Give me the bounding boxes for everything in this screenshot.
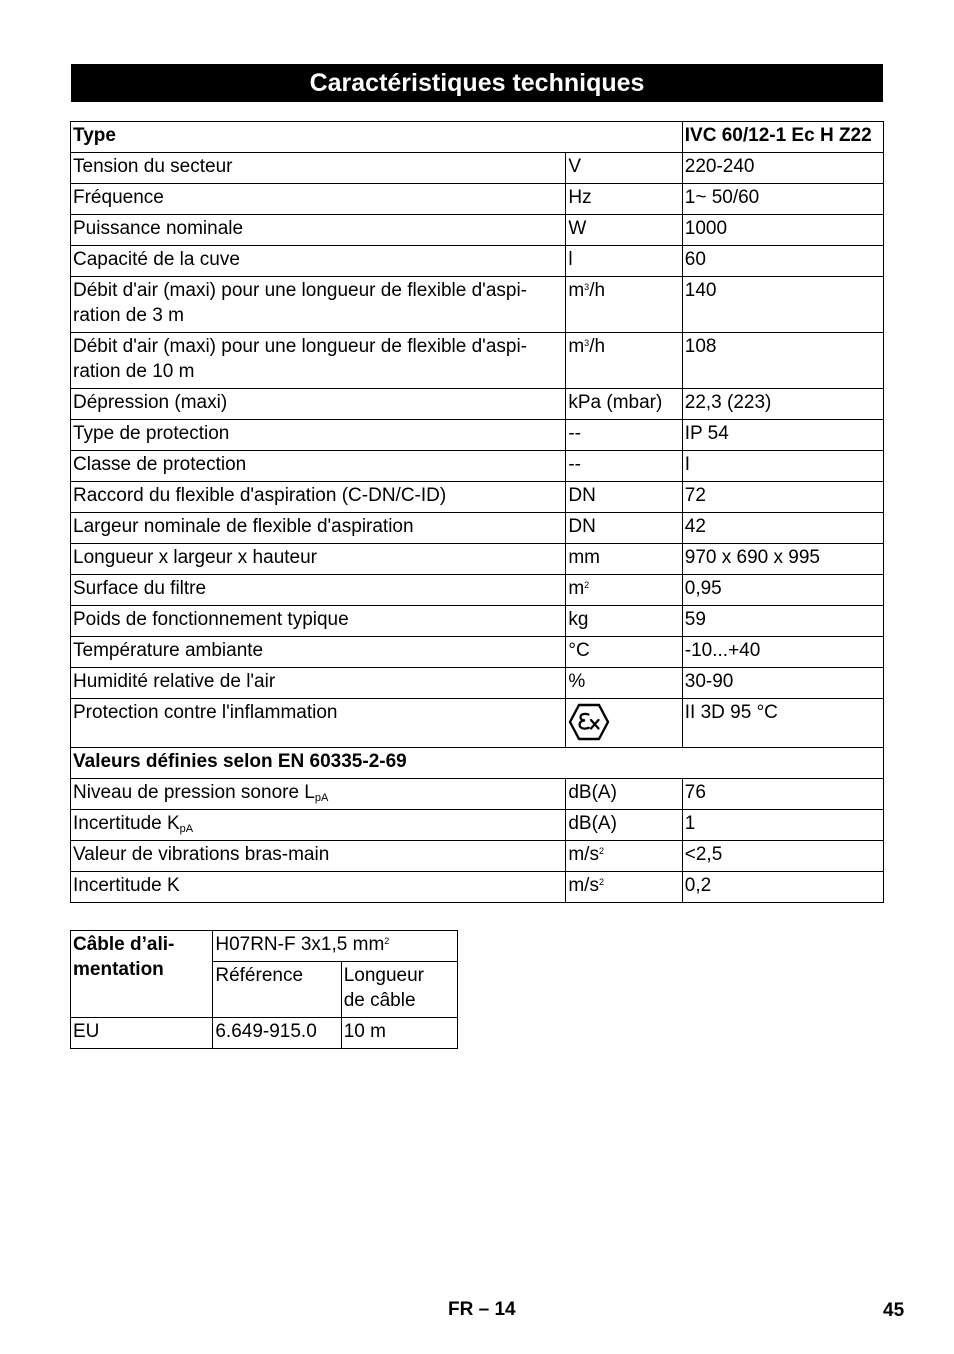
header-model: IVC 60/12-1 Ec H Z22 bbox=[682, 122, 883, 153]
row-label: Température ambiante bbox=[71, 637, 566, 668]
row-value: 1~ 50/60 bbox=[682, 184, 883, 215]
row-label: Incertitude K bbox=[71, 872, 566, 903]
row-label: Puissance nominale bbox=[71, 215, 566, 246]
row-value: 970 x 690 x 995 bbox=[682, 544, 883, 575]
row-label-line: Débit d'air (maxi) pour une longueur de flexible d'aspi- bbox=[73, 280, 527, 301]
footer-section: FR – 14 bbox=[448, 1299, 516, 1320]
table-row bbox=[71, 544, 884, 575]
row-value: <2,5 bbox=[682, 841, 883, 872]
ex-atex-icon bbox=[568, 703, 610, 741]
unit-base: m/s bbox=[568, 844, 599, 865]
cable-col-length-line: Longueur bbox=[343, 965, 424, 986]
table-row bbox=[71, 153, 884, 184]
page-title bbox=[71, 64, 883, 102]
cable-table bbox=[70, 930, 458, 1049]
row-unit: % bbox=[566, 668, 682, 699]
spec-table bbox=[70, 121, 884, 903]
cable-label-line: Câble d’ali- bbox=[73, 934, 175, 955]
label-base: Niveau de pression sonore L bbox=[73, 782, 315, 803]
cable-label-line: mentation bbox=[73, 959, 164, 980]
row-label-line: Débit d'air (maxi) pour une longueur de flexible d'aspi- bbox=[73, 336, 527, 357]
unit-sup: 2 bbox=[598, 846, 604, 856]
row-unit bbox=[566, 699, 682, 748]
cable-spec-sup: 2 bbox=[384, 936, 390, 946]
table-row bbox=[71, 513, 884, 544]
page-title-text: Caractéristiques techniques bbox=[309, 68, 645, 97]
row-unit: kPa (mbar) bbox=[566, 389, 682, 420]
row-label: Fréquence bbox=[71, 184, 566, 215]
row-value: 72 bbox=[682, 482, 883, 513]
row-unit bbox=[566, 841, 682, 872]
cable-length: 10 m bbox=[341, 1018, 457, 1049]
row-unit: -- bbox=[566, 420, 682, 451]
table-row bbox=[71, 389, 884, 420]
row-unit: DN bbox=[566, 513, 682, 544]
cable-spec-base: H07RN-F 3x1,5 mm bbox=[215, 934, 385, 955]
page-number: 45 bbox=[883, 1300, 905, 1321]
row-unit: Hz bbox=[566, 184, 682, 215]
unit-sup: 2 bbox=[598, 877, 604, 887]
row-value: II 3D 95 °C bbox=[682, 699, 883, 748]
row-value: 59 bbox=[682, 606, 883, 637]
row-value: 220-240 bbox=[682, 153, 883, 184]
row-label-line: ration de 10 m bbox=[73, 361, 195, 382]
row-unit: V bbox=[566, 153, 682, 184]
cable-region: EU bbox=[71, 1018, 213, 1049]
table-row bbox=[71, 748, 884, 779]
section-heading: Valeurs définies selon EN 60335-2-69 bbox=[71, 748, 884, 779]
row-value: 140 bbox=[682, 277, 883, 333]
row-unit: mm bbox=[566, 544, 682, 575]
row-value: IP 54 bbox=[682, 420, 883, 451]
table-row bbox=[71, 575, 884, 606]
table-row bbox=[71, 277, 884, 333]
table-row bbox=[71, 482, 884, 513]
row-value: I bbox=[682, 451, 883, 482]
unit-base: m bbox=[568, 336, 585, 357]
row-unit: dB(A) bbox=[566, 779, 682, 810]
cable-col-length bbox=[341, 962, 457, 1018]
table-row bbox=[71, 668, 884, 699]
row-label bbox=[71, 333, 566, 389]
table-row bbox=[71, 122, 884, 153]
unit-sup: 2 bbox=[584, 580, 590, 590]
row-label: Capacité de la cuve bbox=[71, 246, 566, 277]
table-row bbox=[71, 779, 884, 810]
row-unit bbox=[566, 277, 682, 333]
unit-base: m/s bbox=[568, 875, 599, 896]
row-unit bbox=[566, 575, 682, 606]
row-label: Dépression (maxi) bbox=[71, 389, 566, 420]
row-label: Poids de fonctionnement typique bbox=[71, 606, 566, 637]
header-type: Type bbox=[71, 122, 683, 153]
row-value: 76 bbox=[682, 779, 883, 810]
row-unit bbox=[566, 872, 682, 903]
table-row bbox=[71, 215, 884, 246]
row-label: Tension du secteur bbox=[71, 153, 566, 184]
row-value: 42 bbox=[682, 513, 883, 544]
label-sub: pA bbox=[314, 792, 329, 804]
cable-spec bbox=[213, 931, 458, 962]
row-label: Largeur nominale de flexible d'aspiration bbox=[71, 513, 566, 544]
row-label: Protection contre l'inflammation bbox=[71, 699, 566, 748]
label-sub: pA bbox=[179, 823, 194, 835]
table-row bbox=[71, 637, 884, 668]
row-unit: l bbox=[566, 246, 682, 277]
row-label: Type de protection bbox=[71, 420, 566, 451]
row-unit: °C bbox=[566, 637, 682, 668]
row-label: Humidité relative de l'air bbox=[71, 668, 566, 699]
unit-base: m bbox=[568, 578, 585, 599]
table-row bbox=[71, 606, 884, 637]
table-row bbox=[71, 420, 884, 451]
cable-col-ref: Référence bbox=[213, 962, 341, 1018]
table-row bbox=[71, 810, 884, 841]
row-label bbox=[71, 277, 566, 333]
cable-col-length-line: de câble bbox=[343, 990, 416, 1011]
row-unit: DN bbox=[566, 482, 682, 513]
table-row bbox=[71, 872, 884, 903]
table-row bbox=[71, 246, 884, 277]
row-unit bbox=[566, 333, 682, 389]
row-unit: W bbox=[566, 215, 682, 246]
row-unit: dB(A) bbox=[566, 810, 682, 841]
row-label-line: ration de 3 m bbox=[73, 305, 184, 326]
row-value: 60 bbox=[682, 246, 883, 277]
cable-label bbox=[71, 931, 213, 1018]
row-value: 0,95 bbox=[682, 575, 883, 606]
unit-sup: 3 bbox=[584, 282, 590, 292]
row-label: Surface du filtre bbox=[71, 575, 566, 606]
row-label bbox=[71, 779, 566, 810]
label-base: Incertitude K bbox=[73, 813, 180, 834]
row-label: Raccord du flexible d'aspiration (C-DN/C-ID) bbox=[71, 482, 566, 513]
table-row bbox=[71, 699, 884, 748]
row-label: Longueur x largeur x hauteur bbox=[71, 544, 566, 575]
unit-tail: /h bbox=[589, 280, 606, 301]
unit-tail: /h bbox=[589, 336, 606, 357]
table-row bbox=[71, 184, 884, 215]
row-value: 1 bbox=[682, 810, 883, 841]
row-value: 22,3 (223) bbox=[682, 389, 883, 420]
row-value: 0,2 bbox=[682, 872, 883, 903]
unit-sup: 3 bbox=[584, 338, 590, 348]
cable-ref: 6.649-915.0 bbox=[213, 1018, 341, 1049]
row-value: 108 bbox=[682, 333, 883, 389]
row-value: -10...+40 bbox=[682, 637, 883, 668]
table-row bbox=[71, 841, 884, 872]
row-value: 1000 bbox=[682, 215, 883, 246]
row-value: 30-90 bbox=[682, 668, 883, 699]
row-label bbox=[71, 810, 566, 841]
row-label: Valeur de vibrations bras-main bbox=[71, 841, 566, 872]
table-row bbox=[71, 451, 884, 482]
row-label: Classe de protection bbox=[71, 451, 566, 482]
table-row bbox=[71, 333, 884, 389]
unit-base: m bbox=[568, 280, 585, 301]
table-row bbox=[71, 931, 458, 962]
row-unit: kg bbox=[566, 606, 682, 637]
row-unit: -- bbox=[566, 451, 682, 482]
table-row bbox=[71, 1018, 458, 1049]
